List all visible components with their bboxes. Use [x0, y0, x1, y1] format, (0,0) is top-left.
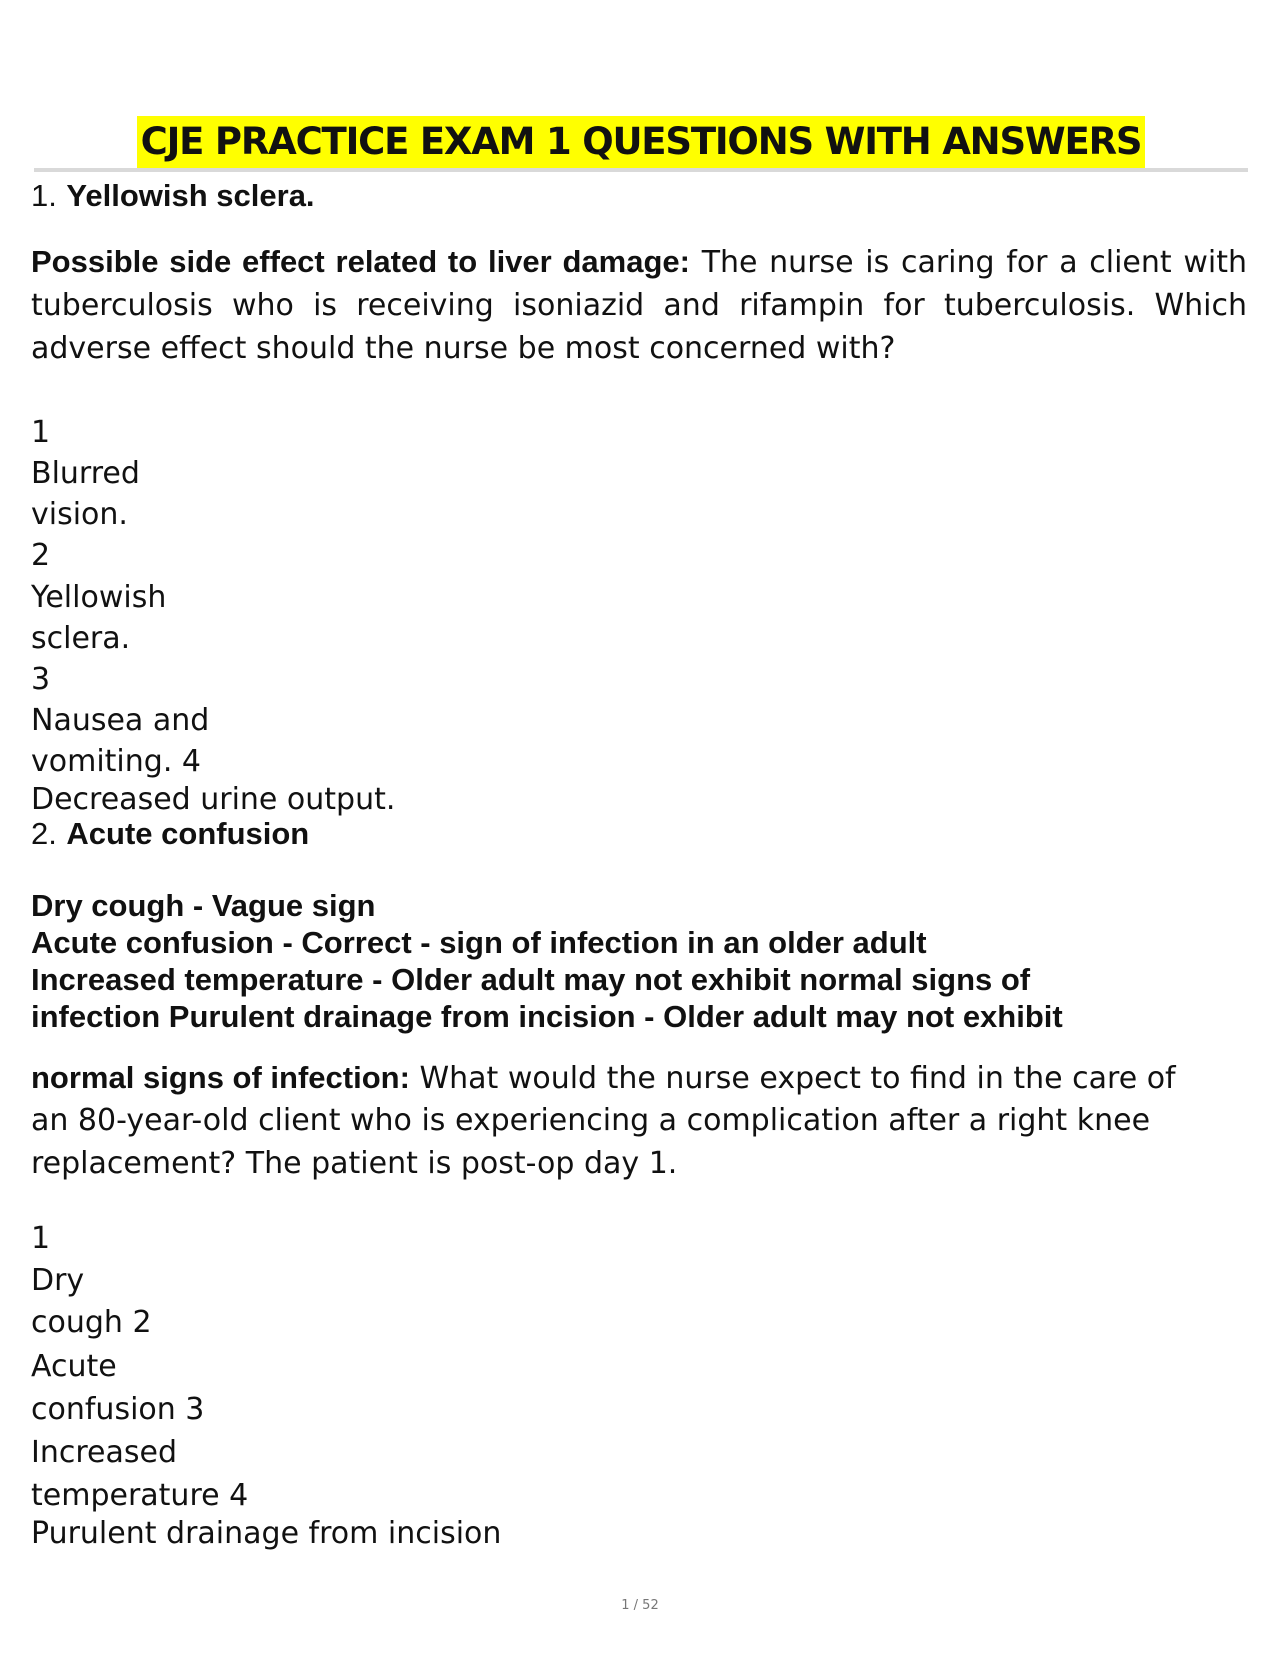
q1-option-line: 3: [31, 662, 51, 697]
q2-answer-line: [31, 814, 309, 855]
q1-option-line: Yellowish: [31, 580, 167, 615]
q2-option-line: Purulent drainage from incision: [31, 1516, 502, 1551]
q1-answer: Yellowish sclera.: [66, 178, 315, 213]
q2-answer: Acute confusion: [66, 816, 310, 851]
q2-rationale-line: Increased temperature - Older adult may not exhibit normal signs of: [31, 962, 1031, 997]
q1-option-line: vomiting. 4: [31, 744, 201, 779]
q1-rationale: Possible side effect related to liver damage:: [31, 244, 690, 279]
q2-option-line: confusion 3: [31, 1392, 205, 1427]
q1-option-line: 2: [31, 538, 51, 573]
q2-option-line: Acute: [31, 1349, 117, 1384]
q2-question-line: an 80-year-old client who is experiencing a complication after a right knee: [31, 1103, 1151, 1138]
q1-option-line: vision.: [31, 497, 128, 532]
q2-option-line: cough 2: [31, 1305, 152, 1340]
q2-option-line: Dry: [31, 1263, 85, 1298]
q2-rationale-last: normal signs of infection:: [31, 1060, 410, 1095]
q2-question-line: [31, 1058, 1176, 1099]
q1-answer-line: [31, 176, 315, 217]
q2-rationale-line: infection Purulent drainage from incision - Older adult may not exhibit: [31, 999, 1063, 1034]
q1-option-line: Decreased urine output.: [31, 782, 396, 817]
page-title: CJE PRACTICE EXAM 1 QUESTIONS WITH ANSWERS: [137, 116, 1146, 168]
q1-question: The nurse is caring for a client with tuberculosis who is receiving isoniazid and rifampin for tuberculosis. Which adverse effect should the nurse be most concerned with?: [31, 245, 1247, 366]
q2-number: 2.: [31, 816, 57, 851]
q1-option-line: 1: [31, 415, 51, 450]
q2-rationale-line: Acute confusion - Correct - sign of infection in an older adult: [31, 925, 927, 960]
q2-option-line: temperature 4: [31, 1478, 249, 1513]
page-number: 1 / 52: [621, 1598, 659, 1613]
q2-question-start: What would the nurse expect to find in the care of: [419, 1061, 1176, 1096]
q2-rationale-line: Dry cough - Vague sign: [31, 888, 376, 923]
q1-question-paragraph: [31, 240, 1247, 370]
q1-option-line: Blurred: [31, 456, 140, 491]
q2-option-line: 1: [31, 1221, 51, 1256]
q2-option-line: Increased: [31, 1435, 178, 1470]
q1-number: 1.: [31, 178, 57, 213]
title-bar: [34, 116, 1248, 172]
q1-option-line: Nausea and: [31, 703, 210, 738]
q1-option-line: sclera.: [31, 621, 131, 656]
q2-question-line: replacement? The patient is post-op day 1.: [31, 1146, 678, 1181]
